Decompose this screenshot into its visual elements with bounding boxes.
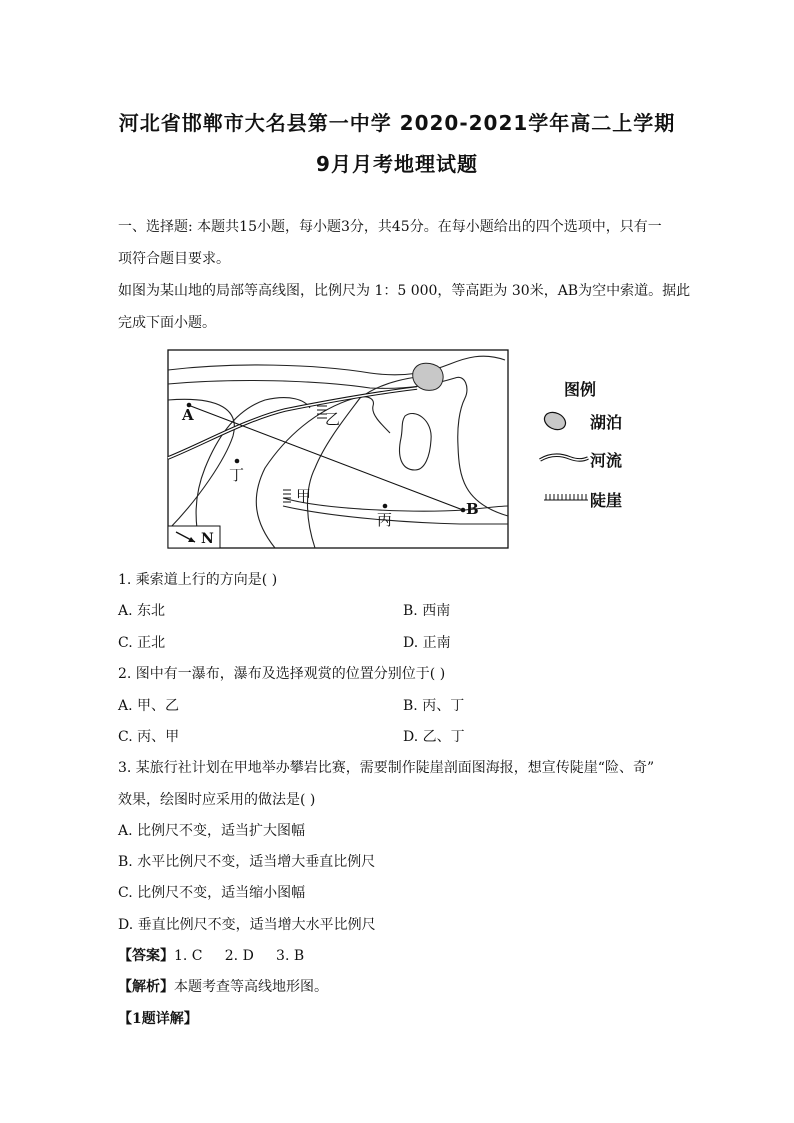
legend-cliff-label: 陡崖 xyxy=(590,491,623,510)
answer-text: 1. C 2. D 3. B xyxy=(174,948,305,964)
question-1-option-c: C. 正北 xyxy=(118,635,166,651)
question-2-option-c: C. 丙、甲 xyxy=(118,729,180,745)
lake-shape xyxy=(413,363,443,390)
title-line-1: 河北省邯郸市大名县第一中学 2020-2021学年高二上学期 xyxy=(118,111,676,135)
question-2-option-a: A. 甲、乙 xyxy=(118,698,180,714)
question-3-stem-line-2: 效果，绘图时应采用的做法是( ) xyxy=(118,792,316,808)
question-3-option-c: C. 比例尺不变，适当缩小图幅 xyxy=(118,885,306,901)
contour-map xyxy=(165,348,515,550)
map-frame xyxy=(168,350,508,548)
legend-lake-icon xyxy=(542,409,569,433)
question-3-option-b: B. 水平比例尺不变，适当增大垂直比例尺 xyxy=(118,854,376,870)
analysis-text: 本题考查等高线地形图。 xyxy=(174,979,328,995)
label-B: B xyxy=(466,500,479,518)
detail-label: 【1题详解】 xyxy=(118,1011,198,1027)
legend-cliff-icon xyxy=(544,494,588,500)
answer-line xyxy=(118,948,304,964)
intro-line-3: 如图为某山地的局部等高线图，比例尺为 1：5 000，等高距为 30米，AB为空中索道。据此 xyxy=(118,283,691,299)
question-3-option-a: A. 比例尺不变，适当扩大图幅 xyxy=(118,823,306,839)
label-A: A xyxy=(182,406,194,424)
answer-label: 【答案】 xyxy=(118,948,174,964)
label-bing: 丙 xyxy=(377,511,393,529)
intro-line-4: 完成下面小题。 xyxy=(118,315,216,331)
label-jia: 甲 xyxy=(296,487,312,505)
analysis-line xyxy=(118,979,328,995)
label-ding: 丁 xyxy=(229,466,245,484)
intro-line-2: 项符合题目要求。 xyxy=(118,251,230,267)
question-1-option-d: D. 正南 xyxy=(403,635,451,651)
legend-lake-label: 湖泊 xyxy=(590,413,623,432)
question-2-option-d: D. 乙、丁 xyxy=(403,729,465,745)
legend-river-icon xyxy=(540,455,588,460)
map-legend xyxy=(530,370,670,530)
title-line-2: 9月月考地理试题 xyxy=(316,152,478,176)
legend-river-label: 河流 xyxy=(590,451,623,470)
question-3-option-d: D. 垂直比例尺不变，适当增大水平比例尺 xyxy=(118,917,376,933)
label-yi: 乙 xyxy=(325,410,341,428)
question-2-stem: 2. 图中有一瀑布，瀑布及选择观赏的位置分别位于( ) xyxy=(118,666,446,682)
question-1-option-b: B. 西南 xyxy=(403,603,451,619)
question-2-option-b: B. 丙、丁 xyxy=(403,698,465,714)
point-B-dot xyxy=(461,508,466,513)
question-1-option-a: A. 东北 xyxy=(118,603,166,619)
point-ding-dot xyxy=(235,459,240,464)
intro-line-1: 一、选择题: 本题共15小题，每小题3分，共45分。在每小题给出的四个选项中，只有一 xyxy=(118,219,662,235)
question-3-stem-line-1: 3. 某旅行社计划在甲地举办攀岩比赛，需要制作陡崖剖面图海报，想宣传陡崖“险、奇” xyxy=(118,760,655,776)
point-bing-dot xyxy=(383,504,388,509)
legend-title: 图例 xyxy=(564,380,597,399)
question-1-stem: 1. 乘索道上行的方向是( ) xyxy=(118,572,278,588)
analysis-label: 【解析】 xyxy=(118,979,174,995)
north-label: N xyxy=(201,531,214,547)
